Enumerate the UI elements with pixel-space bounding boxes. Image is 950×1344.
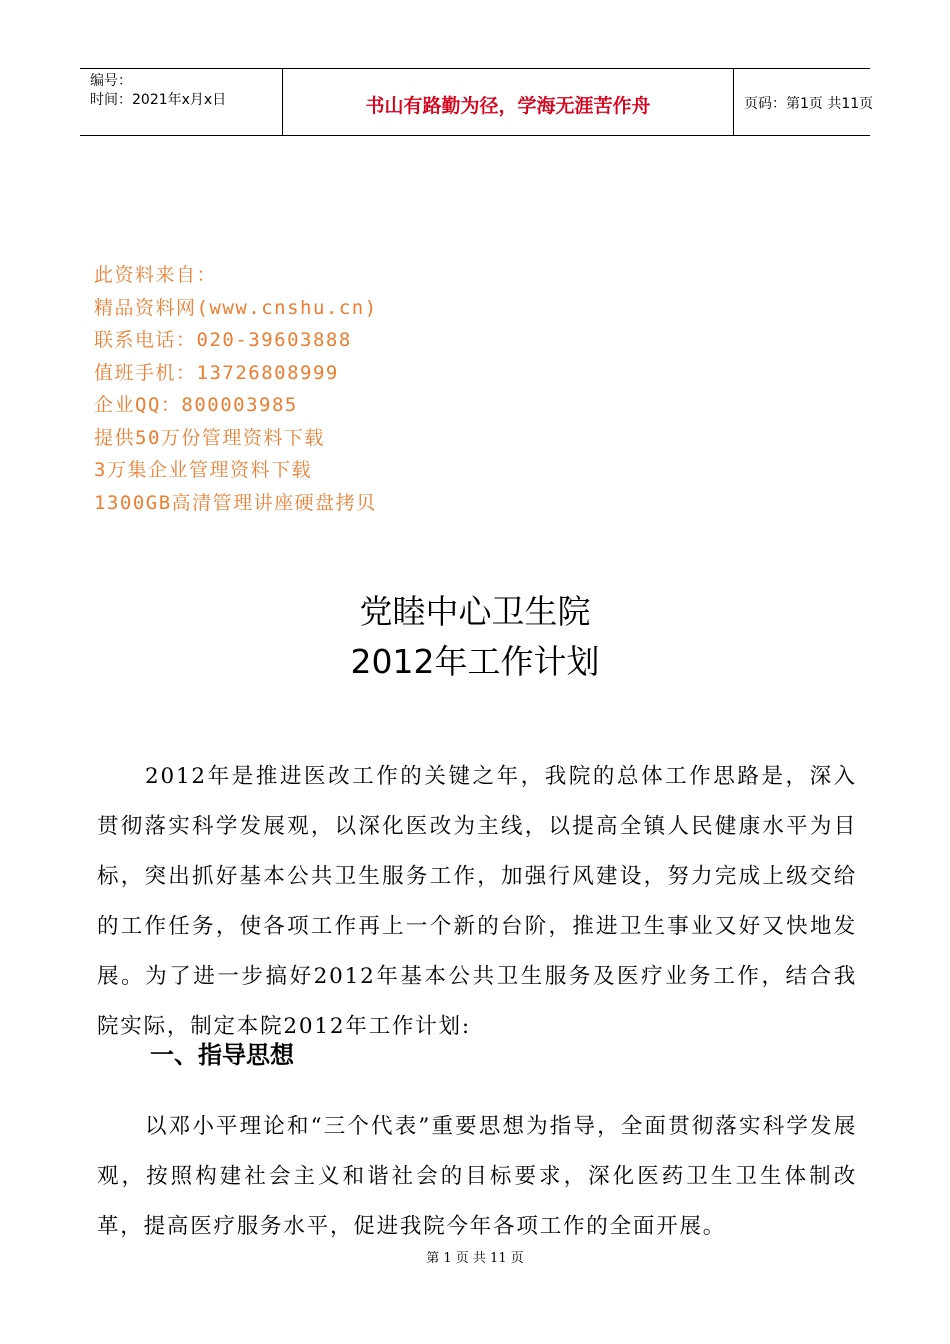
document-header (80, 68, 874, 136)
header-page-cell (734, 69, 874, 135)
source-line: 1300GB高清管理讲座硬盘拷贝 (94, 491, 377, 514)
source-info (94, 262, 594, 522)
document-number: 编号： (90, 73, 132, 89)
source-line: 提供50万份管理资料下载 (94, 426, 325, 449)
header-motto: 书山有路勤为径，学海无涯苦作舟 (365, 95, 651, 117)
document-title: 党睦中心卫生院 (359, 592, 591, 631)
document-subtitle: 2012年工作计划 (350, 642, 600, 681)
source-line: 联系电话：020-39603888 (94, 329, 352, 351)
document-date: 时间：2021年x月x日 (90, 92, 227, 108)
section-paragraph: 以邓小平理论和“三个代表”重要思想为指导，全面贯彻落实科学发展观，按照构建社会主义和谐社会的目标要求，深化医药卫生卫生体制改革，提高医疗服务水平，促进我院今年各项工作的全面开展。 (97, 1113, 857, 1239)
header-page-number: 页码：第1页 共11页 (744, 96, 874, 112)
source-line: 精品资料网(www.cnshu.cn) (94, 296, 378, 319)
section-heading: 一、指导思想 (150, 1041, 294, 1069)
header-motto-cell (282, 69, 734, 135)
source-line: 3万集企业管理资料下载 (94, 459, 312, 481)
source-line: 企业QQ：800003985 (94, 394, 298, 416)
source-line: 此资料来自： (94, 264, 218, 286)
source-line: 值班手机：13726808999 (94, 361, 339, 384)
intro-paragraph: 2012年是推进医改工作的关键之年，我院的总体工作思路是，深入贯彻落实科学发展观，以深化医改为主线，以提高全镇人民健康水平为目标，突出抓好基本公共卫生服务工作，加强行风建设，努力完成上级交给的工作任务，使各项工作再上一个新的台阶，推进卫生事业又好又快地发展。为了进一步搞好2012年基本公共卫生服务及医疗业务工作，结合我院实际，制定本院2012年工作计划: (97, 763, 857, 1039)
header-meta-cell (80, 69, 282, 135)
page-footer: 第 1 页 共 11 页 (426, 1251, 524, 1266)
